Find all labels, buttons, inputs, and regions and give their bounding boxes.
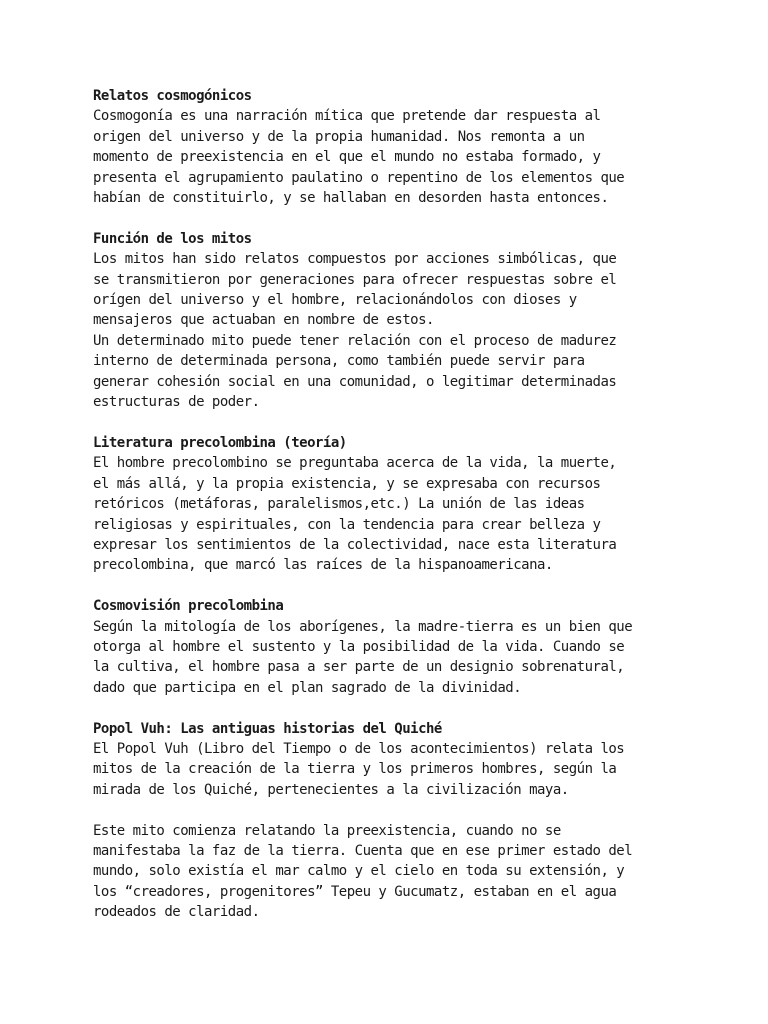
section-cosmovision-precolombina	[93, 596, 733, 698]
section-paragraph: El hombre precolombino se preguntaba acerca de la vida, la muerte, el más allá, y la propia existencia, y se expresaba con recursos retóricos (metáforas, paralelismos,etc.) La unión de las ideas religiosas y espirituales, con la tendencia para crear belleza y expresar los sentimientos de la colectividad, nace esta literatura precolombina, que marcó las raíces de la hispanoamericana.	[93, 455, 617, 574]
section-heading: Popol Vuh: Las antiguas historias del Quiché	[93, 720, 442, 737]
section-popol-vuh	[93, 719, 733, 801]
section-paragraph: Según la mitología de los aborígenes, la madre-tierra es un bien que otorga al hombre el sustento y la posibilidad de la vida. Cuando se la cultiva, el hombre pasa a ser parte de un designio sobrenatural, dado que participa en el plan sagrado de la divinidad.	[93, 618, 633, 696]
section-paragraph: Los mitos han sido relatos compuestos por acciones simbólicas, que se transmitieron por generaciones para ofrecer respuestas sobre el orígen del universo y el hombre, relacionándolos con dioses y mensajeros que actuaban en nombre de estos.	[93, 251, 617, 329]
document-page	[93, 86, 733, 943]
section-literatura-precolombina	[93, 433, 733, 576]
section-paragraph: El Popol Vuh (Libro del Tiempo o de los acontecimientos) relata los mitos de la creación de la tierra y los primeros hombres, según la mirada de los Quiché, pertenecientes a la civilización maya.	[93, 740, 625, 798]
section-heading: Literatura precolombina (teoría)	[93, 434, 347, 451]
section-heading: Relatos cosmogónicos	[93, 88, 252, 104]
section-heading: Cosmovisión precolombina	[93, 598, 284, 615]
section-funcion-de-los-mitos	[93, 229, 733, 413]
section-relatos-cosmogonicos	[93, 86, 733, 208]
section-paragraph: Cosmogonía es una narración mítica que pretende dar respuesta al origen del universo y de la propia humanidad. Nos remonta a un momento de preexistencia en el que el mundo no estaba formado, y presenta el agrupamiento paulatino o repentino de los elementos que habían de constituirlo, y se hallaban en desorden hasta entonces.	[93, 108, 625, 207]
section-preexistencia	[93, 821, 733, 923]
section-paragraph: Un determinado mito puede tener relación con el proceso de madurez interno de determinada persona, como también puede servir para generar cohesión social en una comunidad, o legitimar determinadas estructuras de poder.	[93, 332, 617, 411]
section-paragraph: Este mito comienza relatando la preexistencia, cuando no se manifestaba la faz de la tierra. Cuenta que en ese primer estado del mundo, solo existía el mar calmo y el cielo en toda su extensión, y los “creadores, progenitores” Tepeu y Gucumatz, estaban en el agua rodeados de claridad.	[93, 822, 633, 921]
section-heading: Función de los mitos	[93, 230, 252, 247]
